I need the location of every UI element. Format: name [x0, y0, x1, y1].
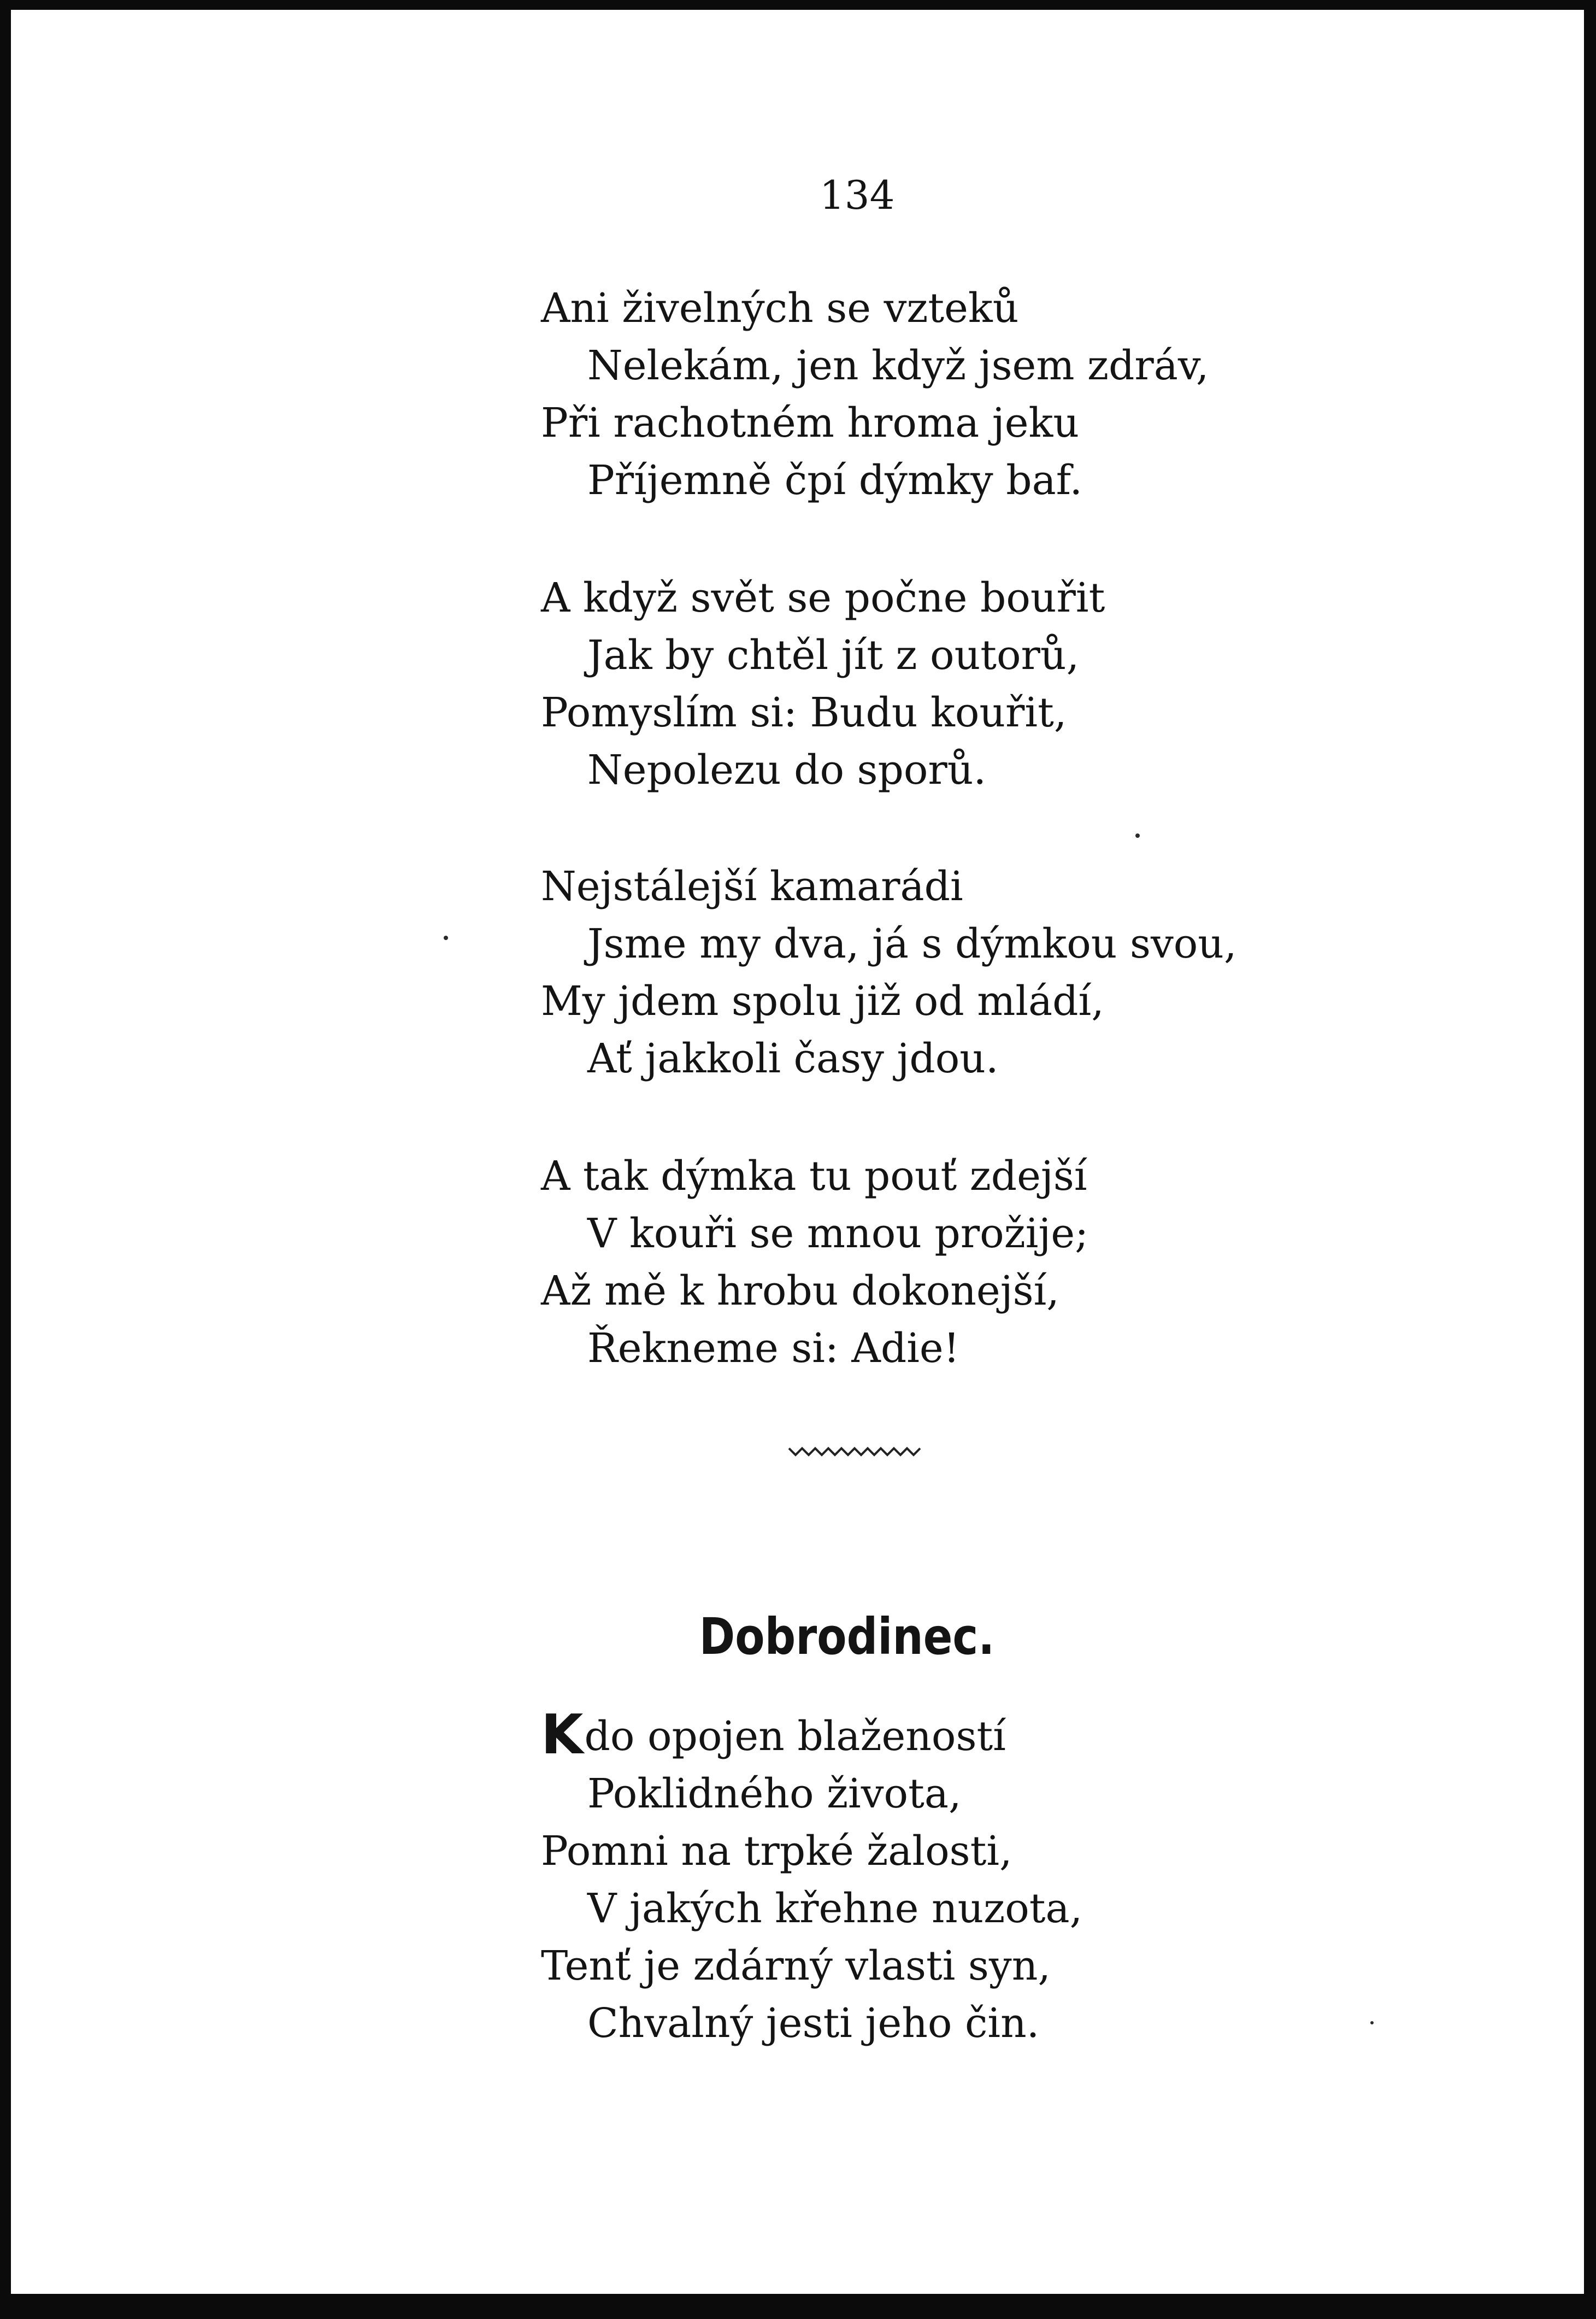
verse-line: Pomni na trpké žalosti, — [541, 1828, 1012, 1875]
verse-line-first — [541, 1702, 1306, 1766]
verse-line: Pomyslím si: Budu kouřit, — [541, 689, 1067, 736]
drop-cap: K — [541, 1702, 584, 1766]
ink-speck — [1135, 833, 1140, 838]
verse-line: Nepolezu do sporů. — [587, 747, 986, 794]
stanza-dobrodinec — [541, 1702, 1306, 2052]
verse-line: Řekneme si: Adie! — [587, 1325, 960, 1372]
page-number: 134 — [820, 172, 895, 218]
scan-border-top — [0, 0, 1596, 10]
scan-border-left — [0, 0, 11, 2319]
poem-title: Dobrodinec. — [699, 1607, 995, 1666]
verse-line: Jsme my dva, já s dýmkou svou, — [587, 920, 1237, 967]
verse-line: Chvalný jesti jeho čin. — [587, 2000, 1040, 2047]
verse-line-first-rest: do opojen blažeností — [584, 1713, 1006, 1760]
verse-line: Tenť je zdárný vlasti syn, — [541, 1942, 1051, 1989]
stanza-3 — [541, 858, 1306, 1088]
verse-line: Příjemně čpí dýmky baf. — [587, 457, 1082, 504]
verse-line: My jdem spolu již od mládí, — [541, 978, 1104, 1025]
wavy-line-ornament-icon — [787, 1441, 923, 1463]
ink-speck — [1370, 2021, 1374, 2024]
verse-line: V kouři se mnou prožije; — [587, 1210, 1089, 1257]
verse-line: Nelekám, jen když jsem zdráv, — [587, 342, 1209, 389]
verse-line: A tak dýmka tu pouť zdejší — [541, 1153, 1087, 1200]
verse-line: A když svět se počne bouřit — [541, 574, 1105, 621]
ink-speck — [444, 936, 448, 940]
stanza-1 — [541, 280, 1306, 509]
scan-border-bottom — [0, 2294, 1596, 2319]
stanza-2 — [541, 570, 1306, 799]
scan-border-right — [1584, 0, 1596, 2319]
stanza-4 — [541, 1148, 1306, 1377]
verse-line: Ani živelných se vzteků — [541, 285, 1019, 332]
verse-line: Při rachotném hroma jeku — [541, 400, 1080, 447]
verse-line: Až mě k hrobu dokonejší, — [541, 1267, 1059, 1314]
verse-line: V jakých křehne nuzota, — [587, 1885, 1083, 1932]
verse-line: Jak by chtěl jít z outorů, — [587, 632, 1080, 679]
verse-line: Ať jakkoli časy jdou. — [587, 1035, 999, 1082]
verse-line: Poklidného života, — [587, 1770, 962, 1817]
verse-line: Nejstálejší kamarádi — [541, 863, 963, 910]
